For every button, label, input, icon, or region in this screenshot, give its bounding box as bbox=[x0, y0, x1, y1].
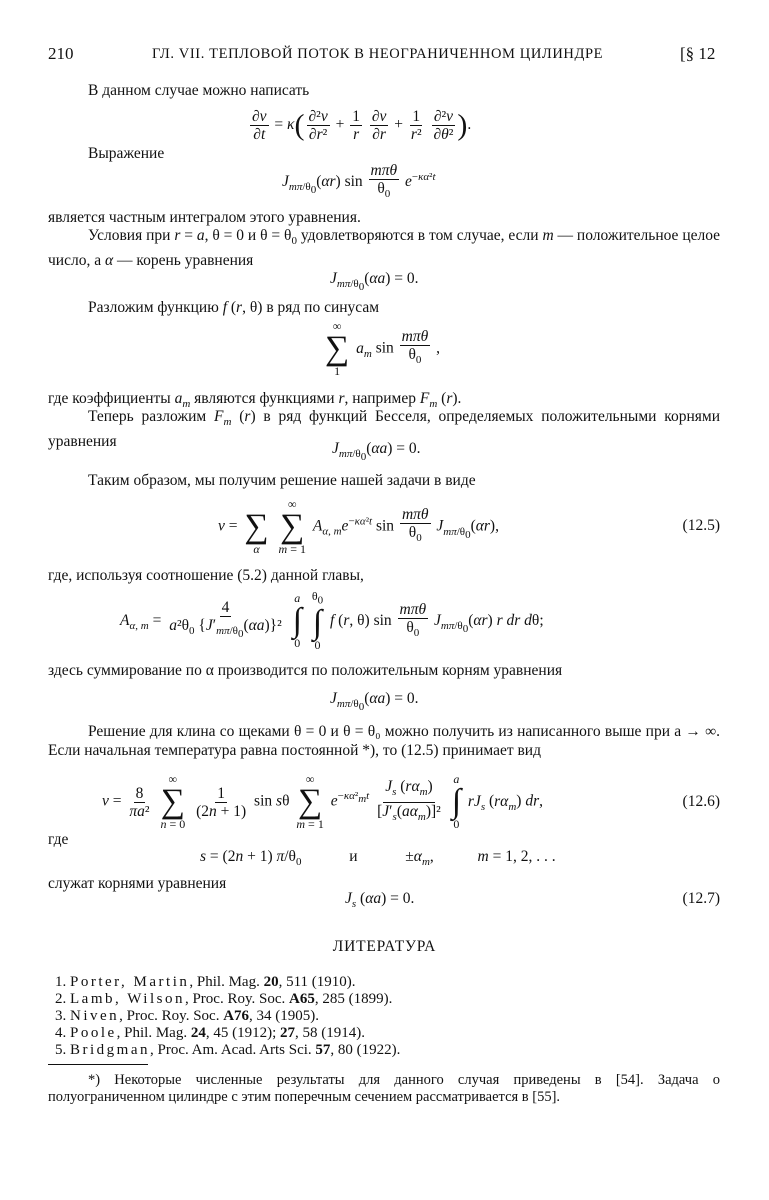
coefficient-formula: $A_{\alpha, m}$ = $\frac{4}{a^2\theta_0 \{J'_{m\pi/\theta_0}(\alpha a)\}^2}$ a ∫ 0 $\theta_0$ ∫ 0 f (r, θ) sin $\frac{\text{mπθ}}{\theta_0}$ $J_{m\pi/\theta_0}(\alpha r)$ r dr dθ; bbox=[120, 589, 544, 653]
solution-equation: v = ∑ α ∞ ∑ m = 1 $A_{\alpha, m}e^{-\kappa\alpha^2t}$ sin $\frac{\text{mπθ}}{\theta_0}$ $J_{m\pi/\theta_0}(\alpha r)$, bbox=[218, 497, 499, 556]
paragraph: где bbox=[48, 831, 69, 848]
paragraph: служат корнями уравнения bbox=[48, 875, 227, 892]
literature-heading: ЛИТЕРАТУРА bbox=[332, 938, 437, 955]
bessel-root-equation-3: $J_{m\pi/\theta_0}(\alpha a) = 0$. bbox=[330, 690, 419, 714]
reference-item: 2. Lamb, Wilson, Proc. Roy. Soc. A65, 285 (1899). bbox=[55, 991, 393, 1007]
roots-definition: s = (2n + 1) $\pi/\theta_0$ $и \pm\alpha_m$, m = 1, 2, . . . bbox=[200, 848, 556, 869]
reference-item: 5. Bridgman, Proc. Am. Acad. Arts Sci. 57, 80 (1922). bbox=[55, 1042, 401, 1058]
paragraph: Таким образом, мы получим решение нашей задачи в виде bbox=[88, 472, 476, 489]
paragraph: где коэффициенты $a_m$ являются функциями r, например $F_m$ (r). bbox=[48, 390, 462, 411]
reference-item: 1. Porter, Martin, Phil. Mag. 20, 511 (1910). bbox=[55, 974, 356, 990]
equation-number: (12.5) bbox=[682, 517, 720, 534]
heat-equation: $\frac{\partial v}{\partial t}$ = κ( $\frac{\text{∂²v}}{\text{∂r²}}$ + $\frac{1}{r}$ $\frac{\partial v}{\partial r}$ + $\frac{1}{\text{r²}}$ $\frac{\text{∂²v}}{\text{∂θ²}}$ ). bbox=[252, 108, 472, 143]
footnote: *) Некоторые численные результаты для данного случая приведены в [54]. Задача о полуограниченном цилиндре с этим поперечным сечением рассматривается в [55]. bbox=[48, 1072, 720, 1105]
paragraph-bessel-expansion: Теперь разложим $F_m$ (r) в ряд функций Бесселя, определяемых положительными корнями уравнения bbox=[48, 408, 720, 451]
paragraph: является частным интегралом этого уравнения. bbox=[48, 209, 361, 226]
bessel-root-equation-2: $J_{m\pi/\theta_0}(\alpha a) = 0$. bbox=[332, 440, 421, 464]
page-number: 210 bbox=[48, 44, 74, 63]
paragraph: В данном случае можно написать bbox=[88, 82, 310, 99]
particular-integral: $J_{m\pi/\theta_0}(\alpha r)$ sin $\frac{\text{mπθ}}{\theta_0}$ $e^{-\kappa\alpha^2t}$ bbox=[282, 162, 436, 201]
equation-number: (12.7) bbox=[682, 890, 720, 907]
paragraph: Выражение bbox=[88, 145, 165, 162]
footnote-rule bbox=[48, 1064, 148, 1065]
reference-item: 3. Niven, Proc. Roy. Soc. A76, 34 (1905). bbox=[55, 1008, 320, 1024]
paragraph-conditions: Условия при r = a, θ = 0 и $\theta = \theta_0$ удовлетворяются в том случае, если m — положительное целое число, а α — корень уравнения bbox=[48, 227, 721, 270]
bessel-root-equation: $J_{m\pi/\theta_0}(\alpha a) = 0$. bbox=[330, 270, 419, 294]
equation-number: (12.6) bbox=[682, 793, 720, 810]
root-equation: $J_s$ (αa) = 0. bbox=[345, 890, 415, 911]
paragraph: Разложим функцию f (r, θ) в ряд по синусам bbox=[88, 299, 380, 316]
section-mark: [§ 12 bbox=[680, 44, 716, 63]
running-head: ГЛ. VII. ТЕПЛОВОЙ ПОТОК В НЕОГРАНИЧЕННОМ ЦИЛИНДРЕ bbox=[152, 46, 604, 62]
sine-series: ∞ ∑ 1 $a_m$ sin $\frac{\text{mπθ}}{\theta_0}$ , bbox=[325, 319, 440, 378]
paragraph: где, используя соотношение (5.2) данной главы, bbox=[48, 567, 364, 584]
paragraph-wedge: Решение для клина со щеками θ = 0 и θ = θ₀ можно получить из написанного выше при a → ∞. Если начальная температура равна постоянной *), то (12.5) принимает вид bbox=[48, 723, 720, 759]
wedge-solution: v = $\frac{8}{\text{πa²}}$ ∞ ∑ n = 0 $\frac{1}{(2n + 1)}$ sin sθ ∞ ∑ m = 1 $e^{-\kappa\alpha^2_mt}$ $\frac{J_s (r\alpha_m)}{[J'_s(a\alpha_m)]^2}$ a ∫ 0 $rJ_s$ $(r\alpha_m)$ dr, bbox=[102, 772, 543, 831]
paragraph: здесь суммирование по α производится по положительным корням уравнения bbox=[48, 662, 563, 679]
reference-item: 4. Poole, Phil. Mag. 24, 45 (1912); 27, 58 (1914). bbox=[55, 1025, 366, 1041]
